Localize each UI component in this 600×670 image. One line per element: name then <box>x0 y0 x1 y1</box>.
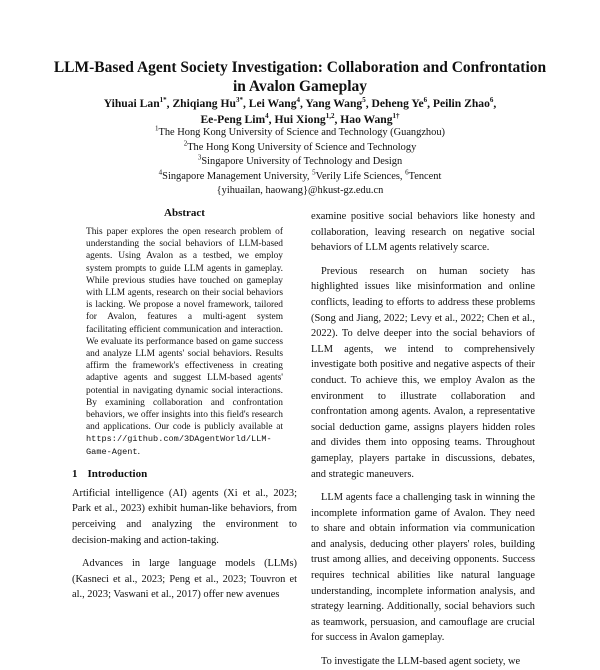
right-column <box>311 209 535 670</box>
author-name: Yang Wang <box>305 97 363 110</box>
contact-email[interactable]: {yihuailan, haowang}@hkust-gz.edu.cn <box>216 185 384 197</box>
section-number: 1 <box>72 467 78 480</box>
author-name: Lei Wang <box>248 97 297 110</box>
right-paragraph-2: LLM agents face a challenging task in winning the incomplete information game of Avalon. They need to share and obtain information via communication and analysis, deducing other players' roles, building trust among allies, and deceiving opponents. Success requires technical abilities like natural language understanding, incomplete information analysis, and strategy learning. Additionally, social behaviors such as teamwork, persuasion, and camouflage are crucial for success in Avalon gameplay. <box>311 492 535 644</box>
author-sup: 1* <box>159 96 167 105</box>
author-name: Hao Wang <box>340 113 393 126</box>
author-sup: 4 <box>265 112 269 121</box>
left-column <box>72 207 297 603</box>
right-paragraph-1: Previous research on human society has highlighted issues like misinformation and online conflicts, leading to efforts to address these problems (Song and Jiang, 2022; Levy et al., 2022; Chen et al., 2022). To delve deeper into the social behaviors of LLM agents, we intend to comprehensively investigate both positive and negative aspects of their conduct. To achieve this, we employ Avalon as the environment to illustrate collaboration and confrontation among agents. Avalon, a representative social deduction game, assigns players hidden roles and divides them into opposing teams. Throughout gameplay, players partake in discussions, debates, and strategic maneuvers. <box>311 265 535 480</box>
code-link[interactable]: https://github.com/3DAgentWorld/LLM-Game-Agent <box>86 434 272 457</box>
paper-title <box>40 58 560 96</box>
author-sup: 3* <box>235 96 243 105</box>
title-line-2: in Avalon Gameplay <box>232 78 368 95</box>
affiliation-2: $^2$The Hong Kong University of Science and Technology <box>183 139 417 153</box>
title-line-1: LLM-Based Agent Society Investigation: Collaboration and Confrontation <box>53 59 547 76</box>
author-name: Yihuai Lan <box>103 97 160 110</box>
author-sup: 6 <box>423 96 428 105</box>
abstract-text: This paper explores the open research problem of understanding the social behaviors of LLM-based agents. Using Avalon as a testbed, we employ system prompts to guide LLM agents in gameplay. While previous studies have touched on gameplay with LLM agents, research on their social behaviors is lacking. We propose a novel framework, tailored for Avalon, features a multi-agent system facilitating efficient communication and interaction. We evaluate its performance based on game success and analyze LLM agents' social behaviors. Results affirm the framework's effectiveness in creating adaptive agents and suggest LLM-based agents' potential in navigating dynamic social interactions. By examining collaboration and confrontation behaviors, we offer insights into this field's research and applications. Our code is publicly available at <box>86 227 283 433</box>
affiliation-4: $^4$Singapore Management University, $^5$Verily Life Sciences, $^6$Tencent <box>158 168 442 182</box>
author-line-2: Ee-Peng Lim$^4$, Hui Xiong$^{1,2}$, Hao Wang$^{1\dagger}$ <box>200 112 400 126</box>
intro-paragraph-1: Artificial intelligence (AI) agents (Xi et al., 2023; Park et al., 2023) exhibit human-like behaviors, from perceiving and analyzing the environment to decision-making and action-taking. <box>72 487 297 546</box>
author-sup: 4 <box>296 96 301 105</box>
section-heading-introduction <box>72 468 297 480</box>
affiliation-1: $^1$The Hong Kong University of Science and Technology (Guangzhou) <box>155 124 445 138</box>
section-title: Introduction <box>87 467 148 480</box>
author-name: Hui Xiong <box>274 113 326 126</box>
affiliations <box>40 126 560 199</box>
affiliation-3: $^3$Singapore University of Technology and Design <box>197 153 403 168</box>
author-sup: 1,2 <box>325 112 335 121</box>
author-list <box>40 96 560 128</box>
author-name: Deheng Ye <box>371 97 424 110</box>
author-sup: 5 <box>362 96 366 105</box>
author-name: Peilin Zhao <box>432 97 490 110</box>
author-sup: 1† <box>392 112 400 121</box>
abstract-body: This paper explores the open research problem of understanding the social behaviors of LLM-based agents. Using Avalon as a testbed, we employ system prompts to guide LLM agents in gameplay. While previous studies have touched on gameplay with LLM agents, research on their social behaviors is lacking. We propose a novel framework, tailored for Avalon, features a multi-agent system facilitating efficient communication and interaction. We evaluate its performance based on game success and analyze LLM agents' social behaviors. Results affirm the framework's effectiveness in creating adaptive agents and suggest LLM-based agents' potential in navigating dynamic social interactions. By examining collaboration and confrontation behaviors, we offer insights into this field's research and applications. Our code is publicly available at https://github.com/3DAgentWorld/LLM-Game-Agent. <box>86 227 283 457</box>
author-line-1: Yihuai Lan$^{1*}$, Zhiqiang $Hu^{3*}$, Lei Wang$^4$, Yang Wang$^5$, Deheng Ye$^6$, Peilin Zhao$^6$, <box>103 96 497 110</box>
abstract-heading: Abstract <box>164 207 205 219</box>
author-sup: 6 <box>489 96 494 105</box>
author-name: Ee-Peng Lim <box>200 113 266 126</box>
author-name: Zhiqiang Hu <box>172 97 236 110</box>
right-paragraph-3: To investigate the LLM-based agent society, we <box>321 656 521 668</box>
right-paragraph-0: examine positive social behaviors like honesty and collaboration, leaving research on negative social behaviors of LLM agents relatively scarce. <box>311 211 535 254</box>
intro-paragraph-2: Advances in large language models (LLMs) (Kasneci et al., 2023; Peng et al., 2023; Touvron et al., 2023; Vaswani et al., 2017) offer new avenues <box>72 558 297 601</box>
